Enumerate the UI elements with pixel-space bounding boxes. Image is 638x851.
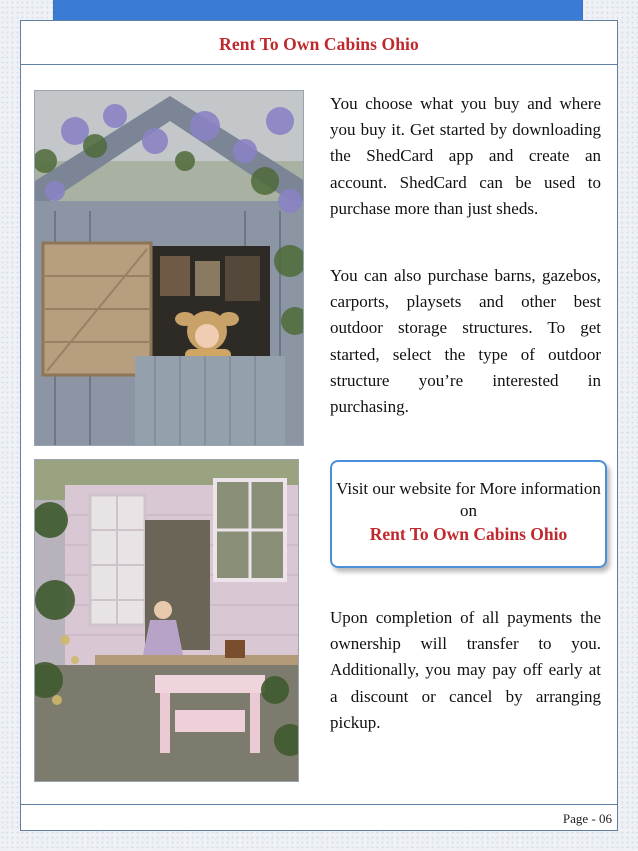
cottage-photo-girl-porch bbox=[34, 459, 299, 782]
intro-paragraph: You choose what you buy and where you buy it. Get started by downloading the ShedCard app and create an account. ShedCard can be used to purchase more than just sheds. bbox=[330, 94, 601, 218]
top-decorative-band bbox=[53, 0, 583, 21]
ownership-paragraph: Upon completion of all payments the ownership will transfer to you. Additionally, you may pay off early at a discount or cancel by arranging pickup. bbox=[330, 608, 601, 732]
header-divider bbox=[20, 64, 618, 65]
footer-divider bbox=[20, 804, 618, 805]
shed-photo-child-window bbox=[34, 90, 304, 446]
website-callout-box bbox=[330, 460, 607, 568]
website-link[interactable]: Rent To Own Cabins Ohio bbox=[369, 524, 568, 544]
page-number: Page - 06 bbox=[562, 811, 612, 826]
structures-paragraph: You can also purchase barns, gazebos, carports, playsets and other best outdoor storage structures. To get started, select the type of outdoor structure you’re interested in purchasing. bbox=[330, 266, 601, 417]
callout-text: Visit our website for More information on bbox=[336, 479, 601, 520]
document-title: Rent To Own Cabins Ohio bbox=[219, 34, 419, 54]
